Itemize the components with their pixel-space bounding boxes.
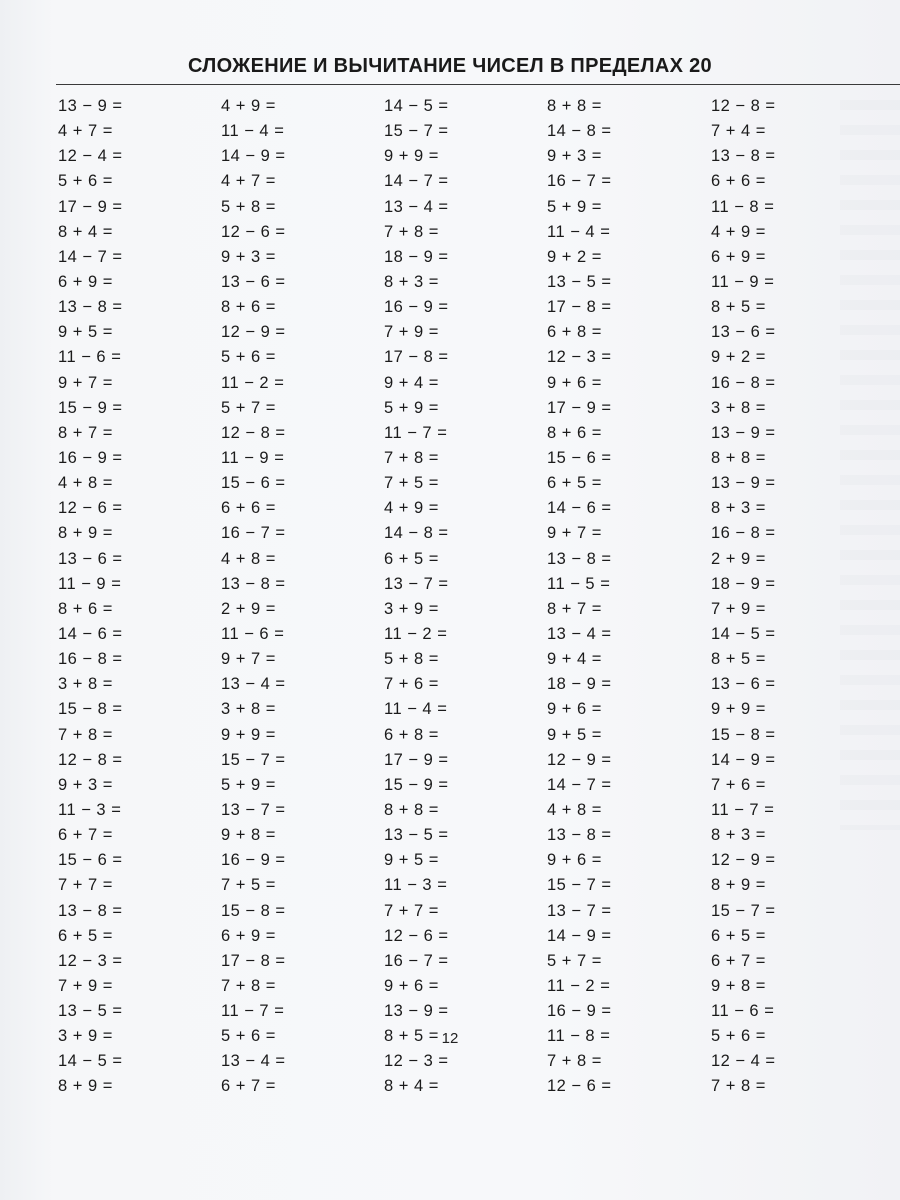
exercise: 14 − 8 = xyxy=(547,122,612,141)
exercise: 6 + 9 = xyxy=(711,247,766,266)
exercise: 12 − 9 = xyxy=(711,851,776,870)
exercise: 15 − 6 = xyxy=(221,474,286,493)
exercise: 17 − 8 = xyxy=(547,298,612,317)
exercise-column-4 xyxy=(547,94,612,1100)
exercise: 9 + 3 = xyxy=(547,147,602,166)
exercise: 7 + 7 = xyxy=(58,876,113,895)
exercise: 16 − 7 = xyxy=(221,524,286,543)
exercise: 5 + 8 = xyxy=(384,650,439,669)
exercise: 9 + 8 = xyxy=(711,976,766,995)
exercise: 4 + 7 = xyxy=(221,172,276,191)
exercise: 9 + 7 = xyxy=(221,650,276,669)
exercise: 8 + 8 = xyxy=(384,800,439,819)
exercise: 4 + 7 = xyxy=(58,122,113,141)
exercise: 2 + 9 = xyxy=(221,599,276,618)
exercise: 7 + 6 = xyxy=(384,675,439,694)
exercise-column-5 xyxy=(711,94,776,1100)
exercise: 11 − 8 = xyxy=(711,197,775,216)
exercise: 3 + 9 = xyxy=(384,599,439,618)
exercise: 9 + 3 = xyxy=(221,247,276,266)
exercise: 17 − 8 = xyxy=(221,951,286,970)
exercise: 6 + 9 = xyxy=(221,926,276,945)
exercise: 11 − 6 = xyxy=(58,348,122,367)
exercise: 9 + 9 = xyxy=(221,725,276,744)
exercise: 14 − 7 = xyxy=(58,247,123,266)
exercise: 14 − 6 = xyxy=(547,499,612,518)
exercise: 12 − 9 = xyxy=(221,323,286,342)
exercise: 7 + 5 = xyxy=(384,474,439,493)
exercise: 16 − 9 = xyxy=(547,1002,612,1021)
exercise: 9 + 2 = xyxy=(547,247,602,266)
exercise: 6 + 5 = xyxy=(711,926,766,945)
page-number: 12 xyxy=(441,1030,459,1047)
exercise-grid xyxy=(0,94,900,1096)
exercise: 11 − 4 = xyxy=(384,700,448,719)
exercise: 11 − 9 = xyxy=(221,448,285,467)
exercise: 13 − 4 = xyxy=(221,675,286,694)
exercise: 9 + 6 = xyxy=(547,851,602,870)
exercise: 16 − 8 = xyxy=(711,524,776,543)
exercise: 7 + 8 = xyxy=(711,1077,766,1096)
exercise: 4 + 9 = xyxy=(384,499,439,518)
exercise: 15 − 7 = xyxy=(221,750,286,769)
exercise: 18 − 9 = xyxy=(384,247,449,266)
exercise: 6 + 8 = xyxy=(384,725,439,744)
exercise: 15 − 8 = xyxy=(711,725,776,744)
exercise: 8 + 4 = xyxy=(384,1077,439,1096)
exercise: 12 − 8 = xyxy=(711,97,776,115)
title-rule xyxy=(56,84,900,85)
exercise: 15 − 9 = xyxy=(58,398,123,417)
exercise: 9 + 9 = xyxy=(711,700,766,719)
exercise: 17 − 8 = xyxy=(384,348,449,367)
exercise: 11 − 9 = xyxy=(711,272,775,291)
page-title: СЛОЖЕНИЕ И ВЫЧИТАНИЕ ЧИСЕЛ В ПРЕДЕЛАХ 20 xyxy=(188,55,712,77)
exercise-column-1 xyxy=(58,94,123,1100)
exercise: 12 − 6 = xyxy=(58,499,123,518)
exercise: 5 + 6 = xyxy=(221,1027,276,1046)
exercise: 9 + 8 = xyxy=(221,826,276,845)
exercise: 11 − 8 = xyxy=(547,1027,611,1046)
exercise: 15 − 7 = xyxy=(384,122,449,141)
exercise: 15 − 7 = xyxy=(547,876,612,895)
exercise: 8 + 5 = xyxy=(711,298,766,317)
exercise: 5 + 6 = xyxy=(711,1027,766,1046)
exercise: 16 − 9 = xyxy=(384,298,449,317)
exercise: 9 + 5 = xyxy=(384,851,439,870)
exercise: 11 − 7 = xyxy=(711,800,775,819)
exercise: 6 + 6 = xyxy=(711,172,766,191)
exercise: 11 − 7 = xyxy=(221,1002,285,1021)
exercise: 4 + 9 = xyxy=(221,97,276,115)
exercise: 14 − 5 = xyxy=(711,624,776,643)
exercise: 5 + 6 = xyxy=(221,348,276,367)
exercise: 9 + 4 = xyxy=(384,373,439,392)
exercise: 7 + 6 = xyxy=(711,775,766,794)
exercise: 13 − 8 = xyxy=(711,147,776,166)
exercise: 5 + 8 = xyxy=(221,197,276,216)
exercise: 15 − 8 = xyxy=(58,700,123,719)
exercise: 9 + 3 = xyxy=(58,775,113,794)
exercise-column-3 xyxy=(384,94,449,1100)
exercise: 13 − 9 = xyxy=(58,97,123,115)
exercise: 12 − 3 = xyxy=(384,1052,449,1071)
exercise: 8 + 6 = xyxy=(58,599,113,618)
exercise: 13 − 9 = xyxy=(711,474,776,493)
exercise: 9 + 6 = xyxy=(547,373,602,392)
exercise: 11 − 7 = xyxy=(384,423,448,442)
exercise: 13 − 4 = xyxy=(221,1052,286,1071)
exercise: 5 + 7 = xyxy=(221,398,276,417)
exercise: 8 + 8 = xyxy=(711,448,766,467)
exercise: 14 − 7 = xyxy=(547,775,612,794)
exercise: 15 − 9 = xyxy=(384,775,449,794)
exercise: 13 − 7 = xyxy=(384,574,449,593)
exercise: 3 + 8 = xyxy=(711,398,766,417)
exercise: 13 − 8 = xyxy=(58,901,123,920)
exercise: 14 − 5 = xyxy=(58,1052,123,1071)
exercise: 7 + 9 = xyxy=(384,323,439,342)
exercise: 13 − 7 = xyxy=(547,901,612,920)
exercise: 14 − 8 = xyxy=(384,524,449,543)
exercise: 13 − 9 = xyxy=(384,1002,449,1021)
exercise: 15 − 6 = xyxy=(547,448,612,467)
exercise: 16 − 9 = xyxy=(221,851,286,870)
exercise: 5 + 7 = xyxy=(547,951,602,970)
exercise: 7 + 4 = xyxy=(711,122,766,141)
exercise: 4 + 9 = xyxy=(711,222,766,241)
exercise: 13 − 5 = xyxy=(58,1002,123,1021)
exercise: 5 + 6 = xyxy=(58,172,113,191)
exercise: 3 + 9 = xyxy=(58,1027,113,1046)
exercise: 8 + 5 = xyxy=(711,650,766,669)
exercise: 9 + 5 = xyxy=(58,323,113,342)
exercise: 7 + 8 = xyxy=(58,725,113,744)
exercise: 8 + 9 = xyxy=(711,876,766,895)
exercise: 13 − 7 = xyxy=(221,800,286,819)
exercise: 6 + 9 = xyxy=(58,272,113,291)
exercise: 7 + 7 = xyxy=(384,901,439,920)
exercise: 17 − 9 = xyxy=(547,398,612,417)
exercise: 8 + 3 = xyxy=(711,826,766,845)
exercise: 7 + 8 = xyxy=(384,222,439,241)
exercise: 15 − 8 = xyxy=(221,901,286,920)
exercise: 9 + 5 = xyxy=(547,725,602,744)
exercise: 8 + 6 = xyxy=(547,423,602,442)
exercise: 7 + 8 = xyxy=(221,976,276,995)
exercise: 9 + 6 = xyxy=(547,700,602,719)
exercise: 13 − 6 = xyxy=(711,323,776,342)
exercise: 14 − 5 = xyxy=(384,97,449,115)
exercise: 13 − 8 = xyxy=(547,549,612,568)
exercise: 11 − 3 = xyxy=(58,800,122,819)
exercise: 11 − 5 = xyxy=(547,574,611,593)
exercise: 11 − 9 = xyxy=(58,574,122,593)
exercise: 8 + 5 = xyxy=(384,1027,439,1046)
exercise: 14 − 9 = xyxy=(711,750,776,769)
exercise: 8 + 7 = xyxy=(547,599,602,618)
exercise: 8 + 4 = xyxy=(58,222,113,241)
exercise: 13 − 6 = xyxy=(58,549,123,568)
exercise: 3 + 8 = xyxy=(221,700,276,719)
exercise: 8 + 8 = xyxy=(547,97,602,115)
exercise: 6 + 7 = xyxy=(221,1077,276,1096)
exercise: 16 − 8 = xyxy=(58,650,123,669)
exercise: 12 − 8 = xyxy=(58,750,123,769)
exercise: 17 − 9 = xyxy=(58,197,123,216)
exercise: 13 − 9 = xyxy=(711,423,776,442)
exercise: 4 + 8 = xyxy=(58,474,113,493)
exercise: 9 + 7 = xyxy=(547,524,602,543)
exercise: 6 + 7 = xyxy=(58,826,113,845)
exercise: 12 − 6 = xyxy=(384,926,449,945)
exercise: 7 + 9 = xyxy=(58,976,113,995)
exercise: 11 − 6 = xyxy=(711,1002,775,1021)
exercise: 16 − 7 = xyxy=(384,951,449,970)
exercise: 11 − 6 = xyxy=(221,624,285,643)
exercise: 9 + 9 = xyxy=(384,147,439,166)
exercise: 6 + 5 = xyxy=(384,549,439,568)
exercise: 13 − 4 = xyxy=(547,624,612,643)
exercise: 18 − 9 = xyxy=(711,574,776,593)
exercise: 12 − 6 = xyxy=(547,1077,612,1096)
exercise: 13 − 5 = xyxy=(384,826,449,845)
exercise: 6 + 7 = xyxy=(711,951,766,970)
exercise: 11 − 3 = xyxy=(384,876,448,895)
exercise: 9 + 2 = xyxy=(711,348,766,367)
exercise: 11 − 4 = xyxy=(547,222,611,241)
exercise: 13 − 4 = xyxy=(384,197,449,216)
exercise: 11 − 2 = xyxy=(384,624,448,643)
exercise: 9 + 4 = xyxy=(547,650,602,669)
exercise: 4 + 8 = xyxy=(547,800,602,819)
exercise: 14 − 9 = xyxy=(221,147,286,166)
exercise: 8 + 9 = xyxy=(58,1077,113,1096)
exercise: 14 − 9 = xyxy=(547,926,612,945)
exercise: 16 − 7 = xyxy=(547,172,612,191)
exercise: 18 − 9 = xyxy=(547,675,612,694)
exercise: 12 − 9 = xyxy=(547,750,612,769)
exercise: 7 + 5 = xyxy=(221,876,276,895)
exercise: 5 + 9 = xyxy=(547,197,602,216)
exercise: 16 − 8 = xyxy=(711,373,776,392)
exercise: 12 − 3 = xyxy=(547,348,612,367)
exercise: 4 + 8 = xyxy=(221,549,276,568)
exercise: 7 + 8 = xyxy=(384,448,439,467)
exercise: 11 − 2 = xyxy=(547,976,611,995)
exercise: 12 − 6 = xyxy=(221,222,286,241)
exercise: 7 + 8 = xyxy=(547,1052,602,1071)
exercise: 8 + 9 = xyxy=(58,524,113,543)
exercise: 17 − 9 = xyxy=(384,750,449,769)
exercise: 11 − 2 = xyxy=(221,373,285,392)
exercise: 6 + 6 = xyxy=(221,499,276,518)
exercise: 14 − 6 = xyxy=(58,624,123,643)
exercise: 8 + 3 = xyxy=(384,272,439,291)
exercise: 5 + 9 = xyxy=(221,775,276,794)
exercise: 11 − 4 = xyxy=(221,122,285,141)
exercise: 12 − 3 = xyxy=(58,951,123,970)
exercise: 6 + 8 = xyxy=(547,323,602,342)
exercise: 12 − 4 = xyxy=(58,147,123,166)
exercise-column-2 xyxy=(221,94,286,1100)
exercise: 3 + 8 = xyxy=(58,675,113,694)
exercise: 13 − 8 = xyxy=(58,298,123,317)
exercise: 12 − 8 = xyxy=(221,423,286,442)
exercise: 13 − 8 = xyxy=(221,574,286,593)
exercise: 13 − 8 = xyxy=(547,826,612,845)
exercise: 14 − 7 = xyxy=(384,172,449,191)
exercise: 6 + 5 = xyxy=(58,926,113,945)
exercise: 13 − 6 = xyxy=(221,272,286,291)
exercise: 13 − 6 = xyxy=(711,675,776,694)
exercise: 6 + 5 = xyxy=(547,474,602,493)
exercise: 7 + 9 = xyxy=(711,599,766,618)
exercise: 15 − 7 = xyxy=(711,901,776,920)
exercise: 8 + 3 = xyxy=(711,499,766,518)
exercise: 9 + 6 = xyxy=(384,976,439,995)
exercise: 15 − 6 = xyxy=(58,851,123,870)
exercise: 8 + 7 = xyxy=(58,423,113,442)
exercise: 9 + 7 = xyxy=(58,373,113,392)
exercise: 2 + 9 = xyxy=(711,549,766,568)
exercise: 5 + 9 = xyxy=(384,398,439,417)
exercise: 13 − 5 = xyxy=(547,272,612,291)
exercise: 12 − 4 = xyxy=(711,1052,776,1071)
exercise: 16 − 9 = xyxy=(58,448,123,467)
exercise: 8 + 6 = xyxy=(221,298,276,317)
